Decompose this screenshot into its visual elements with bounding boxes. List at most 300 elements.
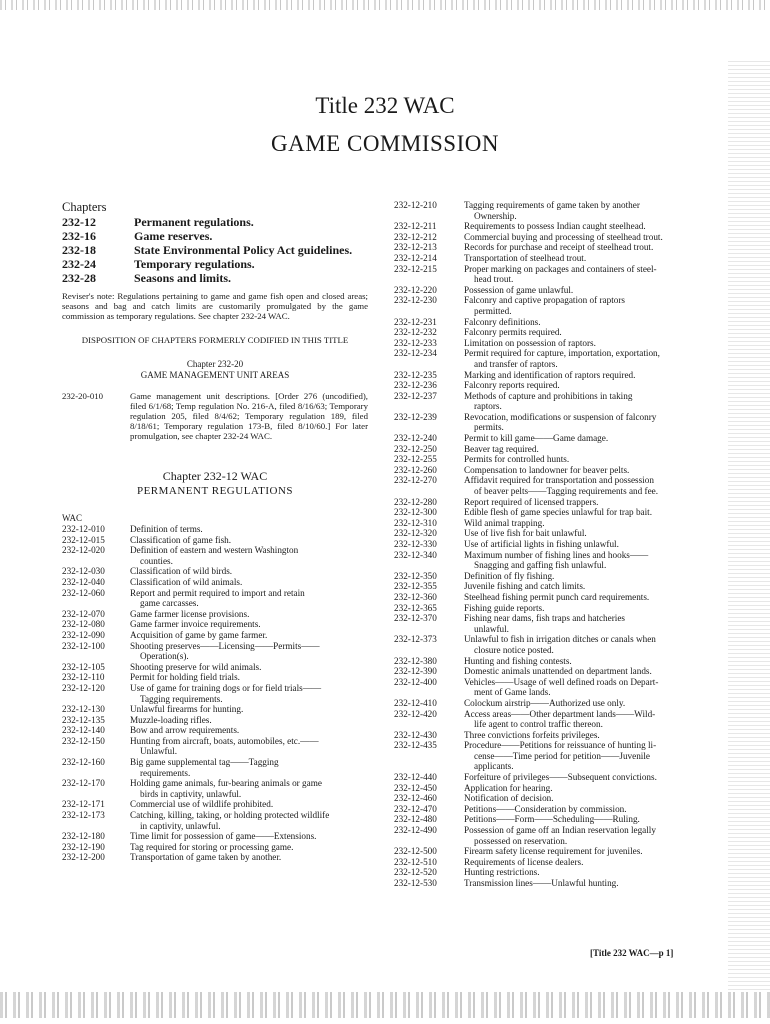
section-entry	[394, 242, 706, 253]
description-line: Report and permit required to import and retain	[130, 587, 305, 598]
left-entry-list	[62, 524, 368, 863]
section-description	[464, 232, 706, 243]
section-description	[130, 810, 368, 831]
title: Title 232 WAC	[315, 93, 455, 118]
section-code: 232-12-120	[62, 682, 105, 693]
chapter-number: 232-12	[62, 215, 96, 229]
description-line: Falconry and captive propagation of raptors	[464, 295, 625, 306]
description-line: Petitions——Consideration by commission.	[464, 803, 627, 814]
description-line: Juvenile fishing and catch limits.	[464, 581, 586, 592]
section-code: 232-12-260	[394, 464, 437, 475]
section-entry	[394, 613, 706, 634]
entry-description: Game management unit descriptions. [Order 276 (uncodified), filed 6/1/68; Temp regulation No. 216-A, filed 8/16/63; Temporary regulation 205, filed 8/4/62; Temporary regulation 189, filed 8/18/61; Temporary regulation 173-B, filed 8/10/60.] For later promulgation, see chapter 232-24 WAC.	[130, 391, 368, 441]
section-entry	[394, 709, 706, 730]
section-code: 232-12-520	[394, 867, 437, 878]
page-header	[0, 92, 770, 158]
section-entry	[394, 264, 706, 285]
section-entry	[394, 285, 706, 296]
section-entry	[394, 370, 706, 381]
section-entry	[394, 338, 706, 349]
description-line: Domestic animals unattended on department lands.	[464, 666, 652, 677]
description-line: Use of live fish for bait unlawful.	[464, 528, 587, 539]
section-code: 232-12-380	[394, 655, 437, 666]
chapter-232-20-subtitle: GAME MANAGEMENT UNIT AREAS	[140, 370, 290, 380]
description-line: Ownership.	[474, 210, 517, 221]
section-entry	[394, 475, 706, 496]
section-code: 232-12-040	[62, 576, 105, 587]
description-line: Permit for holding field trials.	[130, 672, 240, 683]
description-line: Affidavit required for transportation and possession	[464, 475, 654, 486]
section-description	[130, 683, 368, 704]
section-entry	[394, 412, 706, 433]
chapter-232-20-entry	[62, 391, 368, 441]
section-description	[464, 285, 706, 296]
section-description	[464, 528, 706, 539]
section-entry	[394, 528, 706, 539]
section-description	[130, 672, 368, 683]
section-code: 232-12-490	[394, 825, 437, 836]
right-entry-list	[394, 200, 706, 889]
section-code: 232-12-234	[394, 348, 437, 359]
section-entry	[394, 698, 706, 709]
section-entry	[394, 253, 706, 264]
section-entry	[394, 772, 706, 783]
description-line: permits.	[474, 422, 504, 433]
section-code: 232-12-100	[62, 640, 105, 651]
chapter-row	[62, 271, 368, 285]
section-description	[464, 465, 706, 476]
section-description	[464, 793, 706, 804]
section-entry	[62, 609, 368, 620]
section-entry	[62, 630, 368, 641]
section-description	[130, 736, 368, 757]
section-entry	[62, 852, 368, 863]
description-line: closure notice posted.	[474, 644, 554, 655]
section-code: 232-12-220	[394, 284, 437, 295]
chapter-232-20-title: Chapter 232-20	[186, 359, 244, 369]
section-entry	[394, 391, 706, 412]
section-description	[130, 609, 368, 620]
description-line: of beaver pelts——Tagging requirements and fee.	[474, 486, 659, 497]
wac-label: WAC	[62, 513, 82, 523]
section-entry	[394, 878, 706, 889]
description-line: Classification of wild birds.	[130, 566, 233, 577]
section-code: 232-12-105	[62, 661, 105, 672]
section-entry	[62, 545, 368, 566]
description-line: Muzzle-loading rifles.	[130, 714, 212, 725]
section-code: 232-12-010	[62, 524, 105, 534]
description-line: Wild animal trapping.	[464, 517, 545, 528]
chapter-232-12-title: Chapter 232-12 WAC	[162, 469, 268, 483]
description-line: game carcasses.	[140, 598, 199, 609]
scan-artifact-right	[728, 60, 770, 990]
section-description	[464, 772, 706, 783]
description-line: Firearm safety license requirement for juveniles.	[464, 846, 643, 857]
description-line: Permit to kill game——Game damage.	[464, 433, 609, 444]
chapter-list	[62, 215, 368, 285]
description-line: Possession of game unlawful.	[464, 284, 574, 295]
description-line: raptors.	[474, 401, 502, 412]
section-code: 232-12-190	[62, 841, 105, 852]
section-code: 232-12-270	[394, 475, 437, 486]
section-code: 232-12-173	[62, 810, 105, 821]
description-line: Transportation of game taken by another.	[130, 852, 282, 863]
section-code: 232-12-460	[394, 793, 437, 804]
section-entry	[62, 588, 368, 609]
description-line: Tag required for storing or processing game.	[130, 841, 294, 852]
section-entry	[394, 634, 706, 655]
section-entry	[62, 704, 368, 715]
chapter-row	[62, 215, 368, 229]
section-code: 232-12-330	[394, 539, 437, 549]
section-entry	[394, 317, 706, 328]
chapter-number: 232-18	[62, 243, 96, 257]
section-description	[464, 391, 706, 412]
section-code: 232-12-470	[394, 803, 437, 814]
section-entry	[62, 524, 368, 535]
section-description	[464, 550, 706, 571]
chapter-232-20-heading	[62, 359, 368, 381]
section-entry	[62, 577, 368, 588]
chapters-heading: Chapters	[62, 200, 107, 214]
section-entry	[394, 814, 706, 825]
section-entry	[394, 200, 706, 221]
left-column	[62, 200, 368, 863]
description-line: permitted.	[474, 305, 512, 316]
chapter-row	[62, 229, 368, 243]
section-description	[464, 740, 706, 772]
description-line: Maximum number of fishing lines and hooks——	[464, 549, 649, 560]
section-entry	[62, 715, 368, 726]
description-line: Revocation, modifications or suspension of falconry	[464, 411, 657, 422]
chapter-row	[62, 243, 368, 257]
description-line: Use of artificial lights in fishing unlawful.	[464, 539, 619, 549]
description-line: cense——Time period for petition——Juvenile	[474, 750, 650, 761]
chapter-232-12-subtitle: PERMANENT REGULATIONS	[136, 485, 294, 497]
description-line: Shooting preserves——Licensing——Permits——	[130, 640, 320, 651]
section-entry	[62, 619, 368, 630]
section-description	[130, 524, 368, 535]
section-entry	[394, 592, 706, 603]
section-entry	[394, 825, 706, 846]
section-description	[130, 831, 368, 842]
section-entry	[62, 810, 368, 831]
section-code: 232-12-171	[62, 799, 105, 810]
revisers-note: Reviser's note: Regulations pertaining to game and game fish open and closed areas; seasons and bag and catch limits are customarily promulgated by the game commission as temporary regulations. See chapter 232-24 WAC.	[62, 291, 368, 321]
description-line: Limitation on possession of raptors.	[464, 337, 596, 348]
scan-artifact-bottom	[0, 992, 770, 1018]
description-line: Tagging requirements of game taken by another	[464, 200, 640, 210]
section-code: 232-12-510	[394, 856, 437, 867]
description-line: Big game supplemental tag——Tagging	[130, 757, 279, 768]
section-code: 232-12-200	[62, 852, 105, 863]
description-line: Classification of wild animals.	[130, 576, 243, 587]
description-line: Requirements to possess Indian caught steelhead.	[464, 221, 646, 232]
description-line: Report required of licensed trappers.	[464, 496, 599, 507]
section-code: 232-12-170	[62, 778, 105, 789]
chapter-title: Game reserves.	[134, 229, 213, 243]
section-description	[464, 200, 706, 221]
section-description	[464, 814, 706, 825]
chapter-number: 232-16	[62, 229, 96, 243]
section-code: 232-12-232	[394, 327, 437, 338]
description-line: unlawful.	[474, 623, 509, 634]
section-code: 232-12-300	[394, 507, 437, 518]
section-code: 232-12-255	[394, 454, 437, 465]
section-entry	[394, 603, 706, 614]
section-code: 232-12-365	[394, 602, 437, 613]
section-entry	[394, 465, 706, 476]
section-entry	[394, 730, 706, 741]
description-line: Unlawful firearms for hunting.	[130, 704, 244, 715]
section-entry	[394, 327, 706, 338]
section-code: 232-12-150	[62, 735, 105, 746]
description-line: Possession of game off an Indian reservation legally	[464, 825, 656, 836]
section-description	[464, 783, 706, 794]
section-description	[464, 454, 706, 465]
description-line: Fishing guide reports.	[464, 602, 545, 613]
description-line: Permit required for capture, importation, exportation,	[464, 348, 660, 359]
section-description	[464, 581, 706, 592]
section-code: 232-12-390	[394, 666, 437, 677]
section-code: 232-12-030	[62, 566, 105, 577]
section-code: 232-12-090	[62, 629, 105, 640]
description-line: Unlawful.	[140, 746, 177, 757]
description-line: Edible flesh of game species unlawful for trap bait.	[464, 507, 653, 518]
section-entry	[62, 778, 368, 799]
section-entry	[394, 497, 706, 508]
section-entry	[394, 804, 706, 815]
section-description	[464, 878, 706, 889]
section-description	[464, 666, 706, 677]
section-description	[130, 842, 368, 853]
section-description	[464, 221, 706, 232]
section-code: 232-12-410	[394, 697, 437, 708]
section-description	[464, 804, 706, 815]
section-description	[464, 338, 706, 349]
section-description	[130, 662, 368, 673]
section-description	[130, 704, 368, 715]
section-code: 232-12-212	[394, 231, 437, 242]
section-entry	[62, 672, 368, 683]
description-line: applicants.	[474, 761, 514, 772]
section-entry	[394, 677, 706, 698]
chapter-number: 232-24	[62, 257, 96, 271]
section-entry	[62, 725, 368, 736]
section-entry	[394, 221, 706, 232]
description-line: Transmission lines——Unlawful hunting.	[464, 878, 619, 888]
description-line: birds in captivity, unlawful.	[140, 788, 242, 799]
description-line: Hunting restrictions.	[464, 867, 540, 878]
page-footer: [Title 232 WAC—p 1]	[590, 948, 674, 958]
section-code: 232-12-233	[394, 337, 437, 348]
section-entry	[394, 571, 706, 582]
section-code: 232-12-373	[394, 634, 437, 645]
description-line: possessed on reservation.	[474, 835, 568, 846]
section-description	[464, 242, 706, 253]
section-entry	[394, 846, 706, 857]
section-description	[464, 846, 706, 857]
description-line: Game farmer license provisions.	[130, 608, 250, 619]
description-line: Hunting from aircraft, boats, automobiles, etc.——	[130, 735, 319, 746]
section-description	[464, 656, 706, 667]
description-line: Petitions——Form——Scheduling——Ruling.	[464, 814, 640, 825]
section-code: 232-12-180	[62, 831, 105, 842]
description-line: Catching, killing, taking, or holding protected wildlife	[130, 810, 330, 821]
section-description	[130, 588, 368, 609]
description-line: Bow and arrow requirements.	[130, 725, 240, 736]
section-code: 232-12-480	[394, 814, 437, 825]
section-entry	[62, 641, 368, 662]
section-entry	[62, 736, 368, 757]
section-description	[464, 380, 706, 391]
section-code: 232-12-400	[394, 676, 437, 687]
description-line: requirements.	[140, 767, 191, 778]
section-entry	[394, 550, 706, 571]
section-code: 232-12-450	[394, 782, 437, 793]
section-description	[464, 253, 706, 264]
section-description	[130, 545, 368, 566]
section-code: 232-12-015	[62, 534, 105, 545]
section-code: 232-12-237	[394, 390, 437, 401]
entry-code: 232-20-010	[62, 391, 104, 401]
description-line: Methods of capture and prohibitions in taking	[464, 390, 633, 401]
section-code: 232-12-360	[394, 591, 437, 602]
description-line: Falconry permits required.	[464, 327, 562, 338]
section-description	[130, 641, 368, 662]
section-code: 232-12-211	[394, 221, 437, 232]
section-description	[464, 709, 706, 730]
section-entry	[62, 831, 368, 842]
section-entry	[62, 757, 368, 778]
chapter-row	[62, 257, 368, 271]
section-code: 232-12-140	[62, 725, 105, 736]
section-entry	[394, 740, 706, 772]
section-entry	[394, 666, 706, 677]
section-entry	[394, 380, 706, 391]
description-line: head trout.	[474, 274, 514, 285]
description-line: Classification of game fish.	[130, 534, 232, 545]
description-line: Fishing near dams, fish traps and hatcheries	[464, 613, 625, 624]
section-description	[464, 539, 706, 550]
description-line: counties.	[140, 555, 173, 566]
section-description	[464, 370, 706, 381]
description-line: Notification of decision.	[464, 793, 554, 804]
section-code: 232-12-215	[394, 263, 437, 274]
description-line: Beaver tag required.	[464, 443, 539, 454]
description-line: Tagging requirements.	[140, 693, 223, 704]
section-code: 232-12-060	[62, 587, 105, 598]
section-description	[464, 444, 706, 455]
section-description	[464, 571, 706, 582]
section-code: 232-12-235	[394, 369, 437, 380]
section-code: 232-12-231	[394, 316, 437, 327]
description-line: Unlawful to fish in irrigation ditches or canals when	[464, 634, 656, 645]
section-code: 232-12-135	[62, 714, 105, 725]
section-code: 232-12-420	[394, 708, 437, 719]
description-line: Commercial use of wildlife prohibited.	[130, 799, 274, 810]
section-entry	[394, 581, 706, 592]
section-code: 232-12-110	[62, 672, 105, 683]
section-entry	[394, 656, 706, 667]
description-line: Definition of terms.	[130, 524, 203, 534]
section-description	[464, 348, 706, 369]
description-line: Snagging and gaffing fish unlawful.	[474, 560, 607, 571]
description-line: Permits for controlled hunts.	[464, 454, 570, 465]
section-description	[464, 857, 706, 868]
chapter-number: 232-28	[62, 271, 96, 285]
section-description	[130, 852, 368, 863]
section-description	[464, 698, 706, 709]
section-description	[464, 433, 706, 444]
section-description	[464, 825, 706, 846]
section-code: 232-12-210	[394, 200, 437, 210]
section-entry	[394, 295, 706, 316]
description-line: Shooting preserve for wild animals.	[130, 661, 262, 672]
scan-artifact-top	[0, 0, 770, 10]
section-description	[464, 264, 706, 285]
chapter-title: State Environmental Policy Act guidelines.	[134, 243, 353, 257]
description-line: Forfeiture of privileges——Subsequent convictions.	[464, 772, 657, 783]
description-line: Holding game animals, fur-bearing animals or game	[130, 778, 322, 789]
description-line: Records for purchase and receipt of steelhead trout.	[464, 242, 654, 253]
section-code: 232-12-070	[62, 608, 105, 619]
section-code: 232-12-020	[62, 545, 105, 556]
description-line: Game farmer invoice requirements.	[130, 619, 261, 630]
chapter-title: Temporary regulations.	[134, 257, 255, 271]
section-code: 232-12-080	[62, 619, 105, 630]
section-entry	[394, 783, 706, 794]
description-line: Falconry reports required.	[464, 380, 560, 391]
section-entry	[394, 867, 706, 878]
section-description	[130, 757, 368, 778]
section-description	[464, 634, 706, 655]
chapter-title: Permanent regulations.	[134, 215, 254, 229]
section-code: 232-12-280	[394, 496, 437, 507]
description-line: Use of game for training dogs or for field trials——	[130, 682, 322, 693]
section-code: 232-12-240	[394, 433, 437, 444]
section-code: 232-12-239	[394, 411, 437, 422]
section-description	[130, 799, 368, 810]
section-description	[130, 577, 368, 588]
section-description	[464, 592, 706, 603]
section-description	[464, 518, 706, 529]
section-entry	[394, 232, 706, 243]
section-code: 232-12-160	[62, 757, 105, 768]
description-line: Colockum airstrip——Authorized use only.	[464, 697, 626, 708]
section-description	[130, 630, 368, 641]
description-line: in captivity, unlawful.	[140, 820, 221, 831]
section-code: 232-12-435	[394, 740, 437, 751]
section-code: 232-12-340	[394, 549, 437, 560]
section-description	[464, 677, 706, 698]
section-description	[464, 412, 706, 433]
description-line: Time limit for possession of game——Extensions.	[130, 831, 317, 842]
section-entry	[62, 683, 368, 704]
description-line: Commercial buying and processing of steelhead trout.	[464, 231, 663, 242]
chapter-232-12-heading	[62, 469, 368, 499]
disposition-heading: DISPOSITION OF CHAPTERS FORMERLY CODIFIED IN THIS TITLE	[81, 335, 349, 345]
section-entry	[62, 662, 368, 673]
section-code: 232-12-230	[394, 295, 437, 306]
description-line: Definition of fly fishing.	[464, 570, 555, 581]
section-description	[464, 475, 706, 496]
description-line: Definition of eastern and western Washington	[130, 545, 299, 556]
description-line: Compensation to landowner for beaver pelts.	[464, 464, 630, 475]
section-entry	[62, 842, 368, 853]
section-description	[464, 730, 706, 741]
section-description	[464, 497, 706, 508]
